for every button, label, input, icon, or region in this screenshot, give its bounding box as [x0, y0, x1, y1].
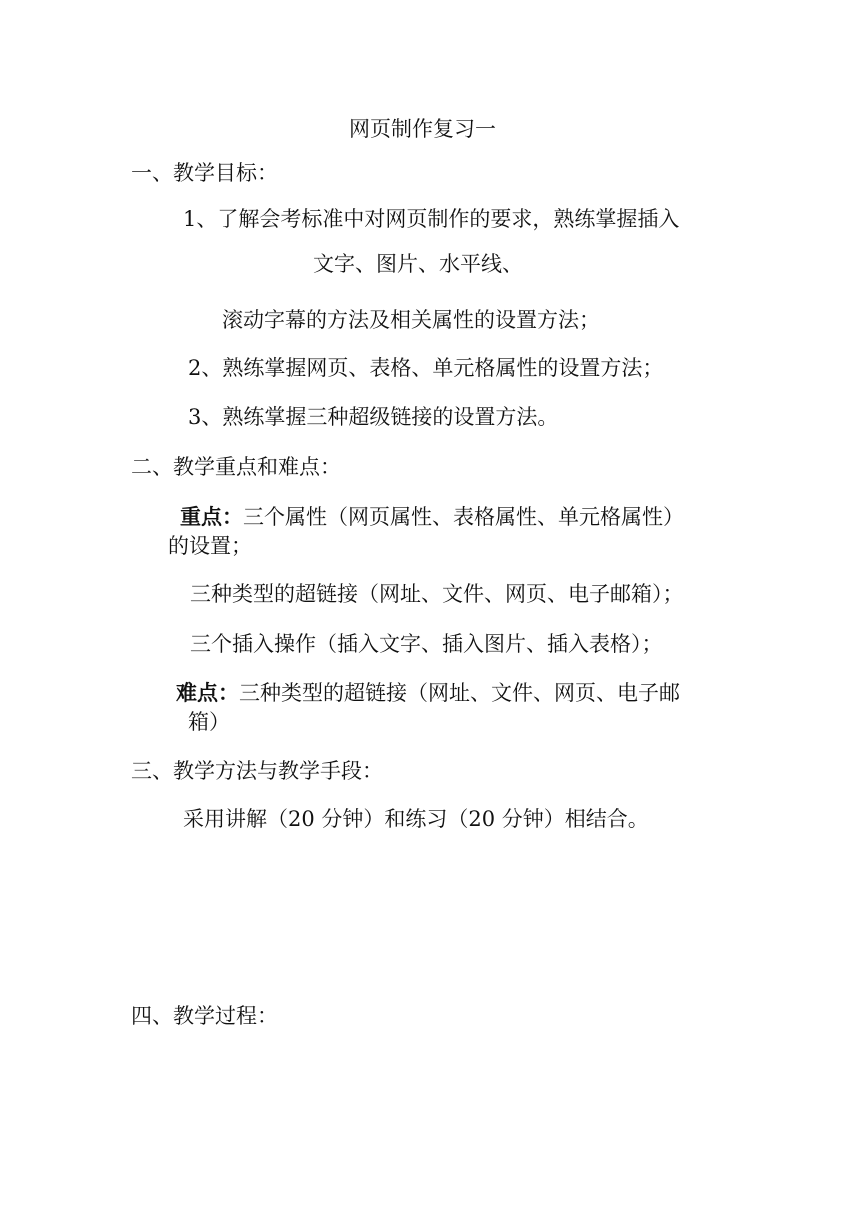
- difficult-points-label: 难点：: [176, 680, 239, 705]
- objective-3: 3、熟练掌握三种超级链接的设置方法。: [188, 405, 559, 429]
- document-title: 网页制作复习一: [349, 117, 496, 141]
- key-points-line-2: 的设置；: [168, 534, 252, 558]
- section4-heading: 四、教学过程：: [131, 1004, 278, 1028]
- difficult-points-line-1: [176, 680, 680, 706]
- section1-heading: 一、教学目标：: [131, 161, 278, 185]
- objective-2: 2、熟练掌握网页、表格、单元格属性的设置方法；: [188, 356, 664, 380]
- key-points-line-4: 三个插入操作（插入文字、插入图片、插入表格）；: [190, 632, 663, 656]
- objective-1-line-3: 滚动字幕的方法及相关属性的设置方法；: [222, 308, 600, 332]
- key-points-line-3: 三种类型的超链接（网址、文件、网页、电子邮箱）；: [190, 582, 684, 606]
- key-points-label: 重点：: [180, 504, 243, 529]
- section3-heading: 三、教学方法与教学手段：: [131, 759, 383, 783]
- difficult-points-line-2: 箱）: [188, 710, 230, 734]
- section2-heading: 二、教学重点和难点：: [131, 455, 341, 479]
- objective-1-line-1: 1、了解会考标准中对网页制作的要求，熟练掌握插入: [183, 207, 680, 231]
- key-points-text: 三个属性（网页属性、表格属性、单元格属性）: [243, 505, 684, 529]
- key-points-line-1: [180, 504, 684, 530]
- objective-1-line-2: 文字、图片、水平线、: [313, 252, 523, 276]
- teaching-method-text: 采用讲解（20 分钟）和练习（20 分钟）相结合。: [183, 807, 649, 831]
- difficult-points-text: 三种类型的超链接（网址、文件、网页、电子邮: [239, 681, 680, 705]
